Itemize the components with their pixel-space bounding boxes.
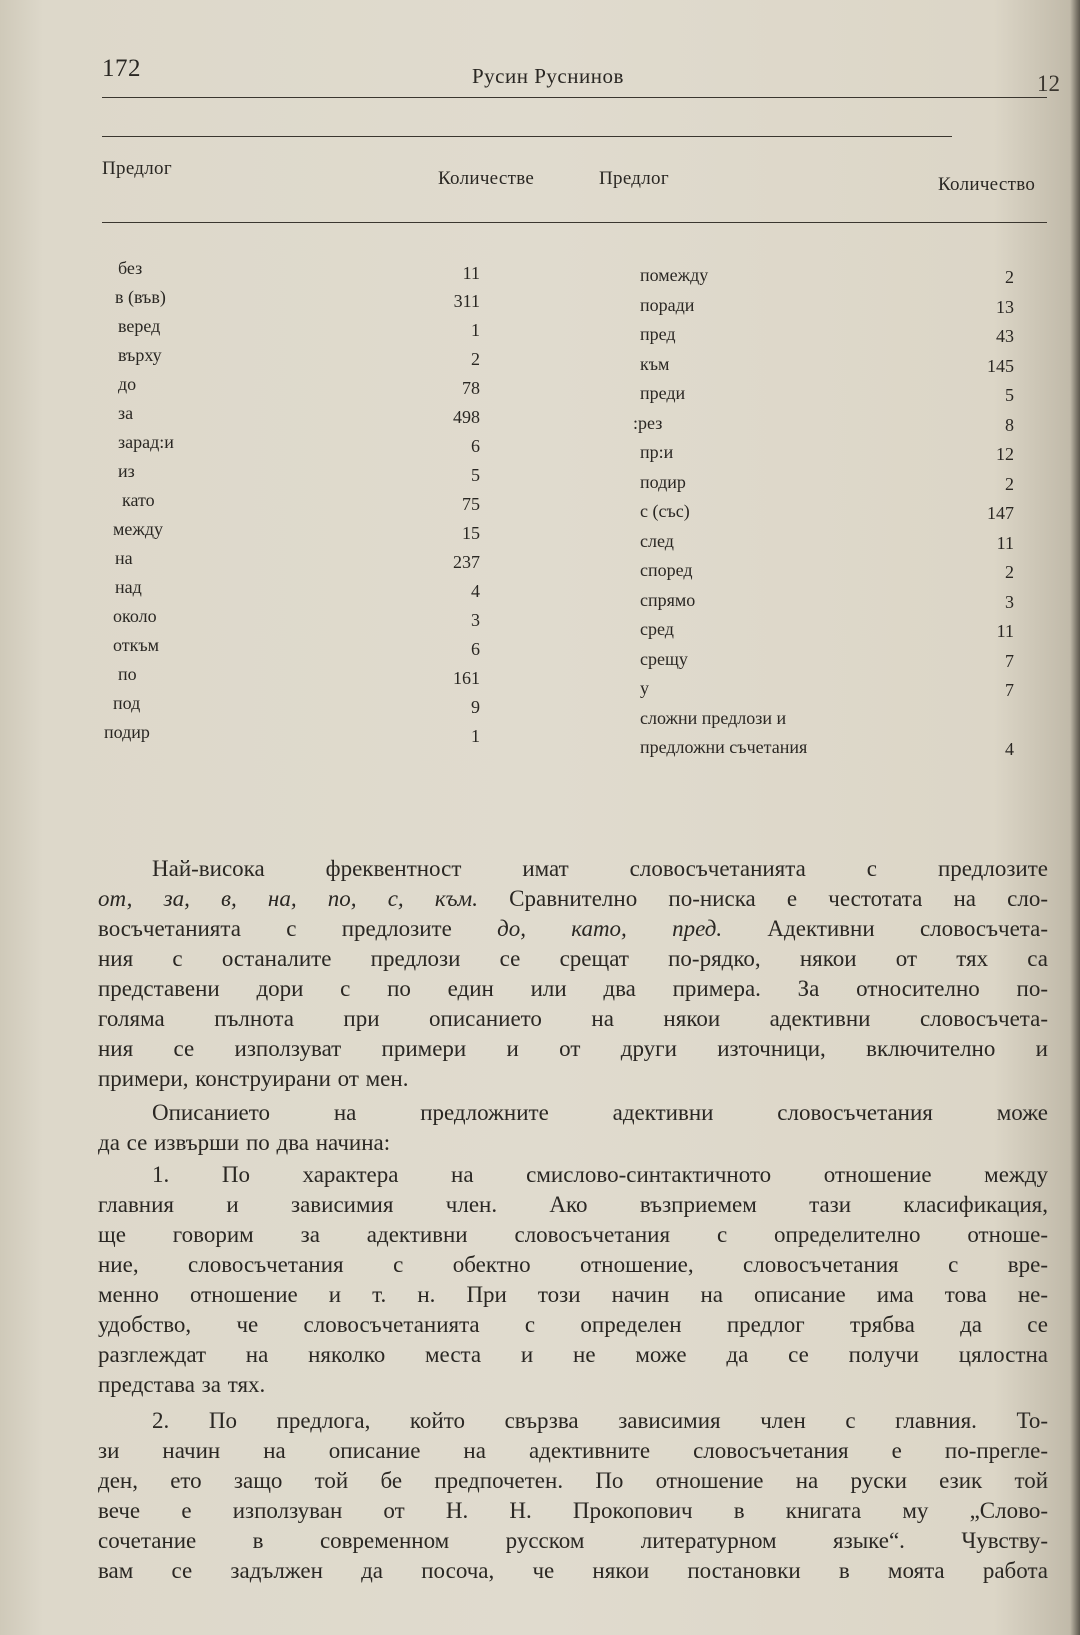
table-row: към: [640, 354, 670, 374]
text-line: Описанието на предложните адективни словосъчетания може: [152, 1100, 1048, 1125]
table-row: у: [640, 678, 649, 698]
text-line: главния и зависимия член. Ако възприемем тази класификация,: [98, 1192, 1048, 1217]
table-row: пред: [640, 324, 676, 344]
table-row: без: [118, 258, 143, 278]
table-row: до: [118, 374, 137, 394]
table-row: сред: [640, 619, 674, 639]
text-line: менно отношение и т. н. При този начин на описание има това не-: [98, 1282, 1048, 1307]
table-row: на: [115, 548, 133, 568]
table-cell-count: 11: [996, 621, 1014, 641]
table-cell-count: 3: [471, 610, 480, 630]
table-row: под: [113, 693, 141, 713]
italic-prepositions: до, като, пред.: [497, 916, 723, 941]
table-row: с (със): [640, 501, 690, 521]
table-row: между: [113, 519, 163, 539]
table-cell-count: 237: [453, 552, 480, 572]
table-row: в (във): [115, 287, 166, 307]
table-row: по: [118, 664, 137, 684]
table-cell-count: 4: [1005, 739, 1014, 759]
table-row: срещу: [640, 649, 688, 669]
table-row: след: [640, 531, 674, 551]
table-top-rule: [102, 136, 952, 137]
text-line: ние, словосъчетания с обектно отношение, словосъчетания с вре-: [98, 1252, 1048, 1277]
table-row: из: [118, 461, 135, 481]
text-line: [98, 884, 1048, 914]
table-row: пр:и: [640, 442, 674, 462]
table-row: като: [122, 490, 155, 510]
table-row: поради: [640, 295, 695, 315]
table-cell-count: 12: [996, 444, 1014, 464]
table-row: подир: [640, 472, 686, 492]
text-span: Адективни словосъчета-: [722, 916, 1048, 941]
text-line: ден, ето защо той бе предпочетен. По отношение на руски език той: [98, 1468, 1048, 1493]
table-row: около: [113, 606, 157, 626]
table-cell-count: 7: [1005, 651, 1014, 671]
italic-prepositions: от, за, в, на, по, с, към.: [98, 886, 478, 911]
text-line: представа за тях.: [98, 1372, 266, 1397]
text-line: ния се използуват примери и от други източници, включително и: [98, 1036, 1048, 1061]
table-row: за: [118, 403, 134, 423]
table-row: подир: [104, 722, 150, 742]
table-row: :рез: [633, 413, 663, 433]
text-line: удобство, че словосъчетанията с определен предлог трябва да се: [98, 1312, 1048, 1337]
table-cell-count: 1: [471, 320, 480, 340]
table-row: веред: [118, 316, 161, 336]
table-cell-count: 9: [471, 697, 480, 717]
text-span: восъчетанията с предлозите: [98, 916, 498, 941]
column-header-preposition-right: Предлог: [599, 168, 669, 189]
table-cell-count: 2: [1005, 267, 1014, 287]
table-row: върху: [118, 345, 162, 365]
column-header-count-left: Количестве: [438, 168, 535, 189]
text-line: разглеждат на няколко места и не може да се получи цялостна: [98, 1342, 1048, 1367]
table-cell-count: 15: [462, 523, 480, 543]
text-line: голяма пълнота при описанието на някои адективни словосъчета-: [98, 1006, 1048, 1031]
table-cell-count: 78: [462, 378, 480, 398]
table-row: предложни съчетания: [640, 737, 808, 757]
table-cell-count: 2: [471, 349, 480, 369]
table-row: спрямо: [640, 590, 696, 610]
text-line: 2. По предлога, който свързва зависимия член с главния. То-: [152, 1408, 1048, 1433]
text-line: да се извърши по два начина:: [98, 1130, 391, 1155]
table-row: откъм: [113, 635, 160, 655]
table-cell-count: 2: [1005, 474, 1014, 494]
table-cell-count: 161: [453, 668, 480, 688]
table-cell-count: 147: [987, 503, 1014, 523]
table-cell-count: 1: [471, 726, 480, 746]
table-cell-count: 13: [996, 297, 1014, 317]
text-line: [98, 914, 1048, 944]
table-cell-count: 11: [462, 263, 480, 283]
text-line: вече е използуван от Н. Н. Прокопович в книгата му „Слово-: [98, 1498, 1048, 1523]
text-line: вам се задължен да посоча, че някои постановки в моята работа: [98, 1558, 1048, 1583]
table-row: зарад:и: [118, 432, 174, 452]
header-rule: [102, 97, 1047, 98]
table-cell-count: 6: [471, 436, 480, 456]
page-edge-shadow: [1070, 0, 1080, 1635]
table-cell-count: 5: [471, 465, 480, 485]
text-line: ния с останалите предлози се срещат по-рядко, някои от тях са: [98, 946, 1048, 971]
table-cell-count: 6: [471, 639, 480, 659]
table-cell-count: 8: [1005, 415, 1014, 435]
table-row: според: [640, 560, 693, 580]
table-cell-count: 5: [1005, 385, 1014, 405]
column-header-preposition-left: Предлог: [102, 158, 172, 179]
table-row: помежду: [640, 265, 709, 285]
table-cell-count: 311: [453, 291, 480, 311]
table-row: над: [115, 577, 142, 597]
text-line: 1. По характера на смислово-синтактичното отношение между: [152, 1162, 1048, 1187]
adjacent-page-number: 12: [1037, 71, 1060, 96]
text-line: примери, конструирани от мен.: [98, 1066, 409, 1091]
table-header-rule: [102, 222, 1047, 223]
text-line: ще говорим за адективни словосъчетания с определително отноше-: [98, 1222, 1048, 1247]
table-cell-count: 7: [1005, 680, 1014, 700]
text-line: Най-висока фреквентност имат словосъчетанията с предлозите: [152, 856, 1048, 881]
table-cell-count: 2: [1005, 562, 1014, 582]
table-cell-count: 43: [996, 326, 1014, 346]
text-line: представени дори с по един или два примера. За относително по-: [98, 976, 1048, 1001]
page-number: 172: [102, 55, 141, 82]
table-cell-count: 4: [471, 581, 480, 601]
table-cell-count: 498: [453, 407, 480, 427]
table-cell-count: 11: [996, 533, 1014, 553]
table-cell-count: 145: [987, 356, 1014, 376]
running-head: Русин Руснинов: [472, 64, 624, 88]
table-row: преди: [640, 383, 686, 403]
table-cell-count: 3: [1005, 592, 1014, 612]
column-header-count-right: Количество: [938, 174, 1036, 195]
text-span: Сравнително по-ниска е честотата на сло-: [477, 886, 1048, 911]
text-line: зи начин на описание на адективните словосъчетания е по-прегле-: [98, 1438, 1048, 1463]
text-line: сочетание в современном русском литературном языке“. Чувству-: [98, 1528, 1048, 1553]
table-cell-count: 75: [462, 494, 480, 514]
table-row: сложни предлози и: [640, 708, 787, 728]
